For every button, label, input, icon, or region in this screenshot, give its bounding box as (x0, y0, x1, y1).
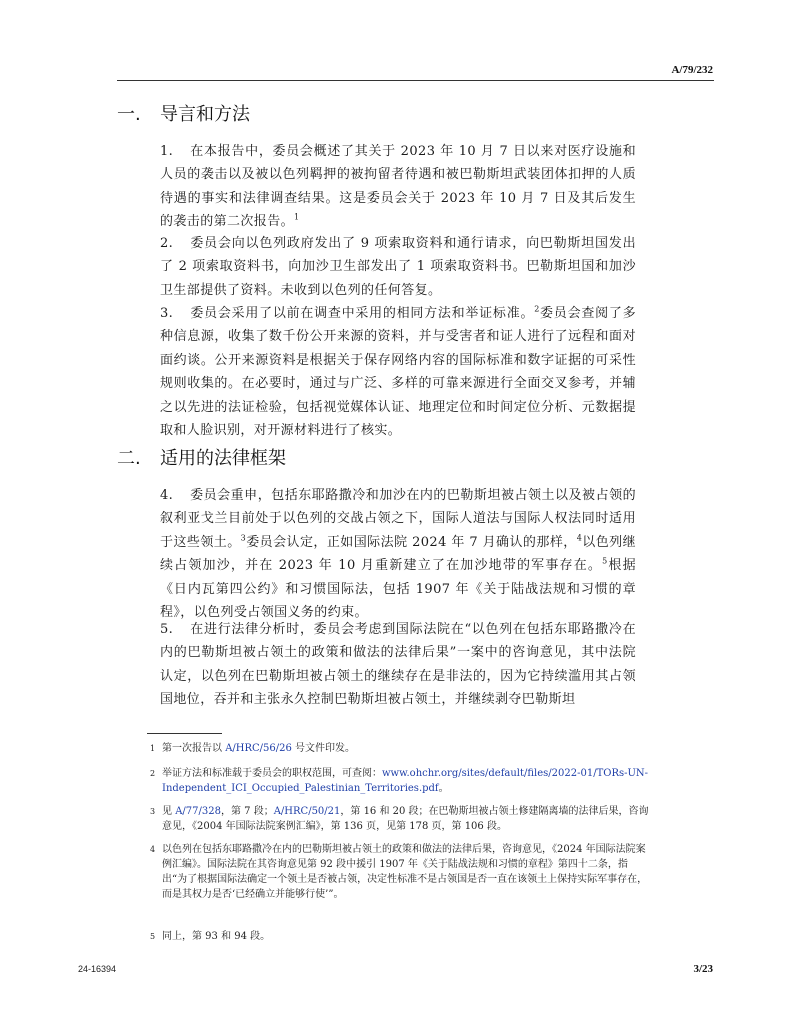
paragraph-4 (160, 484, 636, 624)
footnote-text: ，第 7 段； (220, 806, 274, 817)
paragraph-text: 在进行法律分析时，委员会考虑到国际法院在“以色列在包括东耶路撒冷在内的巴勒斯坦被占领土的政策和做法的法律后果”一案中的咨询意见，其中法院认定，以色列在巴勒斯坦被占领土的继续存在是非法的，因为它持续滥用其占领国地位，吞并和主张永久控制巴勒斯坦被占领土，并继续剥夺巴勒斯坦 (160, 622, 636, 708)
footnote-separator (147, 733, 222, 734)
footnote-ref[interactable]: 1 (294, 212, 300, 222)
page-number: 3/23 (693, 963, 713, 975)
paragraph-text-cont: 以色列继续占领加沙，并在 2023 年 10 月重新建立了在加沙地带的军事存在。 (160, 534, 636, 574)
footnote-number: 4 (150, 845, 156, 854)
footnote-body (162, 766, 650, 796)
paragraph-number: 2. (160, 236, 174, 251)
paragraph-text: 委员会采用了以前在调查中采用的相同方法和举证标准。 (190, 306, 535, 321)
paragraph-1 (160, 140, 636, 234)
footnote-4 (150, 842, 650, 902)
footnote-text: 。 (438, 783, 449, 794)
footnote-ref[interactable]: 3 (240, 533, 247, 543)
section-number: 二. (117, 448, 141, 469)
paragraph-5 (160, 618, 636, 712)
footnote-link[interactable]: A/HRC/50/21 (273, 806, 341, 817)
footnote-number: 5 (150, 932, 156, 941)
footnote-number: 2 (150, 769, 156, 778)
footnote-text: 见 (162, 806, 176, 817)
footnote-number: 1 (150, 744, 156, 753)
paragraph-number: 3. (160, 306, 174, 321)
section-heading-2 (117, 444, 286, 470)
footnote-number: 3 (150, 807, 156, 816)
section-title: 适用的法律框架 (160, 448, 286, 469)
footnote-text: ，第 16 和 20 段；在巴勒斯坦被占领土修建隔离墙的法律后果，咨询意见，《2004 年国际法院案例汇编》，第 136 页，见第 178 页，第 106 段。 (162, 806, 649, 832)
footnote-3 (150, 804, 650, 834)
paragraph-number: 1. (160, 144, 174, 159)
section-title: 导言和方法 (160, 104, 250, 125)
footnote-text: 第一次报告以 (162, 743, 226, 754)
footnote-body: 同上，第 93 和 94 段。 (162, 931, 271, 942)
footnote-body: 以色列在包括东耶路撒冷在内的巴勒斯坦被占领土的政策和做法的法律后果，咨询意见，《2024 年国际法院案例汇编》。国际法院在其咨询意见第 92 段中援引 1907 年《关于陆战法规和习惯的章程》第四十二条，指出“为了根据国际法确定一个领土是否被占领，决定性标准不是占领国是否一直在该领土上保持实际军事存在，而是其权力是否‘已经确立并能够行使’”。 (162, 844, 648, 900)
paragraph-text-cont: 委员会查阅了多种信息源，收集了数千份公开来源的资料，并与受害者和证人进行了远程和面对面约谈。公开来源资料是根据关于保存网络内容的国际标准和数字证据的可采性规则收集的。在必要时，通过与广泛、多样的可靠来源进行全面交叉参考，并辅之以先进的法证检验，包括视觉媒体认证、地理定位和时间定位分析、元数据提取和人脸识别，对开源材料进行了核实。 (160, 306, 636, 439)
header-rule (117, 80, 714, 81)
section-number: 一. (117, 104, 141, 125)
paragraph-3 (160, 302, 636, 442)
paragraph-number: 5. (160, 622, 174, 637)
paragraph-number: 4. (160, 488, 174, 503)
job-number: 24-16394 (78, 964, 117, 974)
footnote-link[interactable]: www.ohchr.org/sites/default/files/2022-01/TORs-UN-Independent_ICI_Occupied_Palestinian_Territories.pdf (162, 768, 649, 794)
document-symbol: A/79/232 (671, 64, 713, 76)
footnote-2 (150, 766, 650, 796)
paragraph-text-cont: 委员会认定，正如国际法院 2024 年 7 月确认的那样， (246, 534, 577, 550)
footnote-ref[interactable]: 4 (576, 533, 583, 543)
footnote-body (162, 804, 650, 834)
footnote-link[interactable]: A/77/328 (175, 806, 221, 817)
footnote-ref[interactable]: 5 (602, 556, 608, 566)
paragraph-text: 委员会重申，包括东耶路撒冷和加沙在内的巴勒斯坦被占领土以及被占领的叙利亚戈兰目前处于以色列的交战占领之下，国际人道法与国际人权法同时适用于这些领土。 (160, 488, 636, 550)
paragraph-text: 委员会向以色列政府发出了 9 项索取资料和通行请求，向巴勒斯坦国发出了 2 项索取资料书，向加沙卫生部发出了 1 项索取资料书。巴勒斯坦国和加沙卫生部提供了资料。未收到以色列的任何答复。 (160, 236, 636, 298)
footnote-link[interactable]: A/HRC/56/26 (225, 743, 292, 754)
footnote-text: 号文件印发。 (291, 743, 356, 754)
footnote-text: 举证方法和标准载于委员会的职权范围，可查阅： (162, 768, 382, 779)
footnote-1 (150, 741, 650, 756)
paragraph-text: 在本报告中，委员会概述了其关于 2023 年 10 月 7 日以来对医疗设施和人员的袭击以及被以色列羁押的被拘留者待遇和被巴勒斯坦武装团体扣押的人质待遇的事实和法律调查结果。这是委员会关于 2023 年 10 月 7 日及其后发生的袭击的第二次报告。 (160, 144, 636, 230)
footnote-body (162, 741, 650, 756)
footnote-ref[interactable]: 2 (534, 304, 540, 314)
section-heading-1 (117, 100, 250, 126)
footnote-5 (150, 929, 650, 944)
paragraph-2 (160, 232, 636, 302)
paragraph-text-cont: 根据《日内瓦第四公约》和习惯国际法，包括 1907 年《关于陆战法规和习惯的章程》，以色列受占领国义务的约束。 (160, 558, 636, 621)
